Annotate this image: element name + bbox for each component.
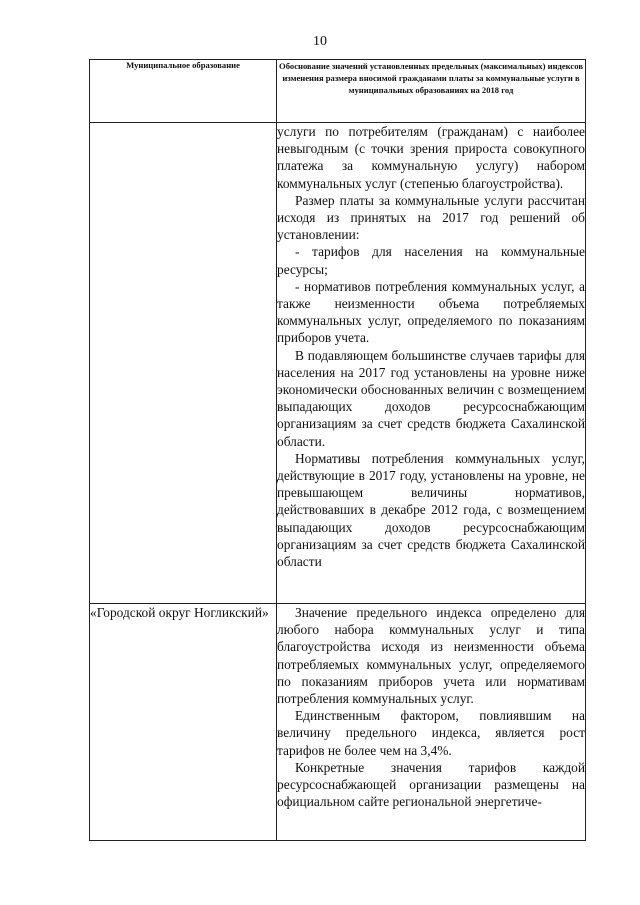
paragraph: услуги по потребителям (гражданам) с наиболее невыгодным (с точки зрения прироста совокупного платежа за коммунальную услугу) набором коммунальных услуг (степенью благоустройства). <box>277 124 585 191</box>
paragraph: Значение предельного индекса определено для любого набора коммунальных услуг и типа благоустройства исходя из неизменности объема потребляемых коммунальных услуг, определяемого по показаниям приборов учета или нормативам потребления коммунальных услуг. <box>277 605 585 707</box>
municipality-cell <box>90 123 277 604</box>
header-municipality: Муниципальное образование <box>90 60 277 123</box>
justification-cell <box>277 123 586 604</box>
justification-table <box>89 59 586 841</box>
list-item: - нормативов потребления коммунальных услуг, а также неизменности объема потребляемых коммунальных услуг, определяемого по показаниям приборов учета. <box>277 278 585 346</box>
table-row <box>90 604 586 841</box>
paragraph: Конкретные значения тарифов каждой ресурсоснабжающей организации размещены на официальном сайте региональной энергетиче- <box>277 759 585 810</box>
paragraph: Размер платы за коммунальные услуги рассчитан исходя из принятых на 2017 год решений об установлении: <box>277 192 585 243</box>
table-header-row <box>90 60 586 123</box>
list-item: - тарифов для населения на коммунальные ресурсы; <box>277 244 585 277</box>
municipality-cell: «Городской округ Ногликский» <box>90 604 277 841</box>
table-row <box>90 123 586 604</box>
paragraph: В подавляющем большинстве случаев тарифы для населения на 2017 год установлены на уровне ниже экономически обоснованных величин с возмещением выпадающих доходов ресурсоснабжающим организациям за счет средств бюджета Сахалинской области. <box>277 347 585 449</box>
page-number: 10 <box>313 34 327 49</box>
paragraph: Единственным фактором, повлиявшим на величину предельного индекса, является рост тарифов не более чем на 3,4%. <box>277 708 585 758</box>
header-justification: Обоснование значений установленных предельных (максимальных) индексов изменения размера вносимой гражданами платы за коммунальные услуги в муниципальных образованиях на 2018 год <box>277 60 586 123</box>
paragraph: Нормативы потребления коммунальных услуг, действующие в 2017 году, установлены на уровне, не превышающем величины нормативов, действовавших в декабре 2012 года, с возмещением выпадающих доходов ресурсоснабжающим организациям за счет средств бюджета Сахалинской области <box>277 450 585 570</box>
justification-cell <box>277 604 586 841</box>
